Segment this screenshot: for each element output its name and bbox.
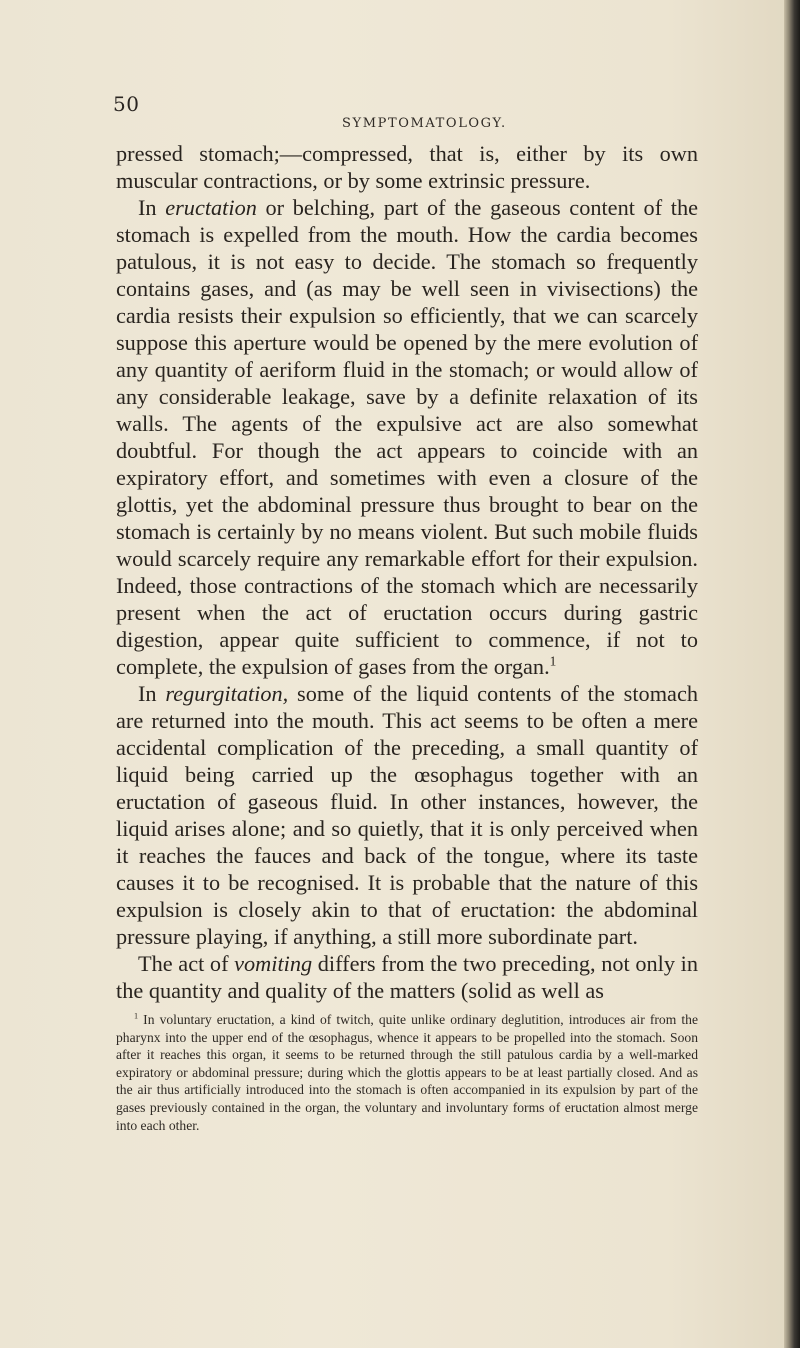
footnotes	[116, 1011, 698, 1134]
text-fragment: The act of	[138, 951, 235, 976]
text-fragment: In	[138, 681, 166, 706]
paragraph-eructation	[116, 194, 698, 680]
footnote-ref: 1	[549, 653, 557, 669]
footnote-text: In voluntary eructation, a kind of twitch, quite unlike ordinary deglutition, introduces air from the pharynx into the upper end of the œsophagus, whence it appears to be propelled into the stomach. Soon after it reaches this organ, it seems to be returned through the still patulous cardia by a well-marked expiratory or abdominal pressure; during which the glottis appears to be at least partially closed. And as the air thus artificially introduced into the stomach is often accompanied in its expulsion by part of the gases previously contained in the organ, the voluntary and involuntary forms of eructation almost merge into each other.	[116, 1012, 698, 1133]
footnote-1	[116, 1011, 698, 1134]
paragraph-regurgitation	[116, 680, 698, 950]
paragraph-vomiting	[116, 950, 698, 1004]
footnote-marker: 1	[134, 1011, 139, 1021]
body-text	[116, 140, 698, 1004]
page-edge-shadow	[784, 0, 800, 1348]
page-number: 50	[113, 92, 140, 116]
term-eructation: eructation	[165, 195, 257, 220]
term-regurgitation: regurgitation,	[165, 681, 289, 706]
text-fragment: In	[138, 195, 166, 220]
paragraph-1: pressed stomach;—compressed, that is, either by its own muscular contractions, or by some extrinsic pressure.	[116, 141, 698, 193]
running-head: SYMPTOMATOLOGY.	[342, 116, 507, 131]
text-fragment: differs from the two preceding, not only in the quantity and quality of the matters (solid as well as	[116, 951, 698, 1003]
text-fragment: or belching, part of the gaseous content of the stomach is expelled from the mouth. How the cardia becomes patulous, it is not easy to decide. The stomach so frequently contains gases, and (as may be well seen in vivisections) the cardia resists their expulsion so efficiently, that we can scarcely suppose this aperture would be opened by the mere evolution of any quantity of aeriform fluid in the stomach; or would allow of any considerable leakage, save by a definite relaxation of its walls. The agents of the expulsive act are also somewhat doubtful. For though the act appears to coincide with an expiratory effort, and sometimes with even a closure of the glottis, yet the abdominal pressure thus brought to bear on the stomach is certainly by no means violent. But such mobile fluids would scarcely require any remarkable effort for their expulsion. Indeed, those contractions of the stomach which are necessarily present when the act of eructation occurs during gastric digestion, appear quite sufficient to commence, if not to complete, the expulsion of gases from the organ.	[116, 195, 698, 679]
term-vomiting: vomiting	[234, 951, 313, 976]
text-fragment: some of the liquid contents of the stomach are returned into the mouth. This act seems to be often a mere accidental complication of the preceding, a small quantity of liquid being carried up the œsophagus together with an eructation of gaseous fluid. In other instances, however, the liquid arises alone; and so quietly, that it is only perceived when it reaches the fauces and back of the tongue, where its taste causes it to be recognised. It is probable that the nature of this expulsion is closely akin to that of eructation: the abdominal pressure playing, if anything, a still more subordinate part.	[116, 681, 698, 949]
